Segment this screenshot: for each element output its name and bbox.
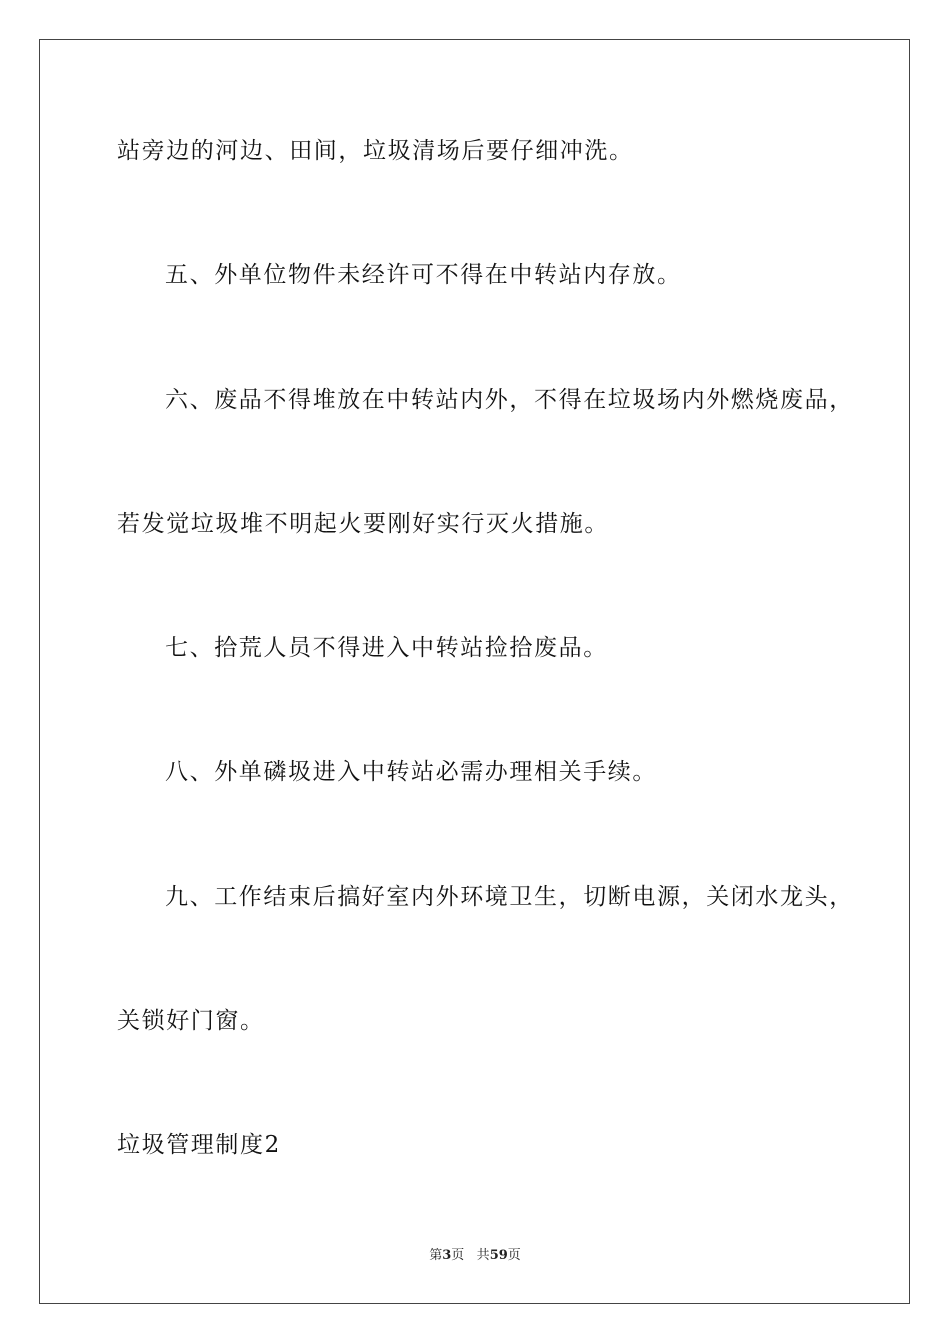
section-heading: 垃圾管理制度2: [117, 1132, 281, 1158]
footer-page-suffix: 页: [451, 1248, 465, 1263]
paragraph-item-6-cont: 若发觉垃圾堆不明起火要刚好实行灭火措施。: [117, 511, 609, 537]
page-border: [39, 39, 910, 1304]
current-page-number: 3: [442, 1248, 452, 1263]
paragraph-item-9-cont: 关锁好门窗。: [117, 1008, 265, 1034]
page-footer: [0, 1247, 950, 1265]
footer-total-prefix: 共: [476, 1248, 490, 1263]
paragraph-item-8: 八、外单磷圾进入中转站必需办理相关手续。: [165, 759, 657, 785]
paragraph-item-7: 七、拾荒人员不得进入中转站捡拾废品。: [165, 635, 608, 661]
paragraph-item-6: 六、废品不得堆放在中转站内外，不得在垃圾场内外燃烧废品，: [165, 387, 854, 413]
paragraph-item-5: 五、外单位物件未经许可不得在中转站内存放。: [165, 262, 682, 288]
footer-prefix: 第: [429, 1248, 443, 1263]
footer-total-suffix: 页: [507, 1248, 521, 1263]
paragraph-item-9: 九、工作结束后搞好室内外环境卫生，切断电源，关闭水龙头，: [165, 884, 854, 910]
total-pages-number: 59: [489, 1248, 508, 1263]
paragraph-continuation: 站旁边的河边、田间，垃圾清场后要仔细冲洗。: [117, 138, 634, 164]
